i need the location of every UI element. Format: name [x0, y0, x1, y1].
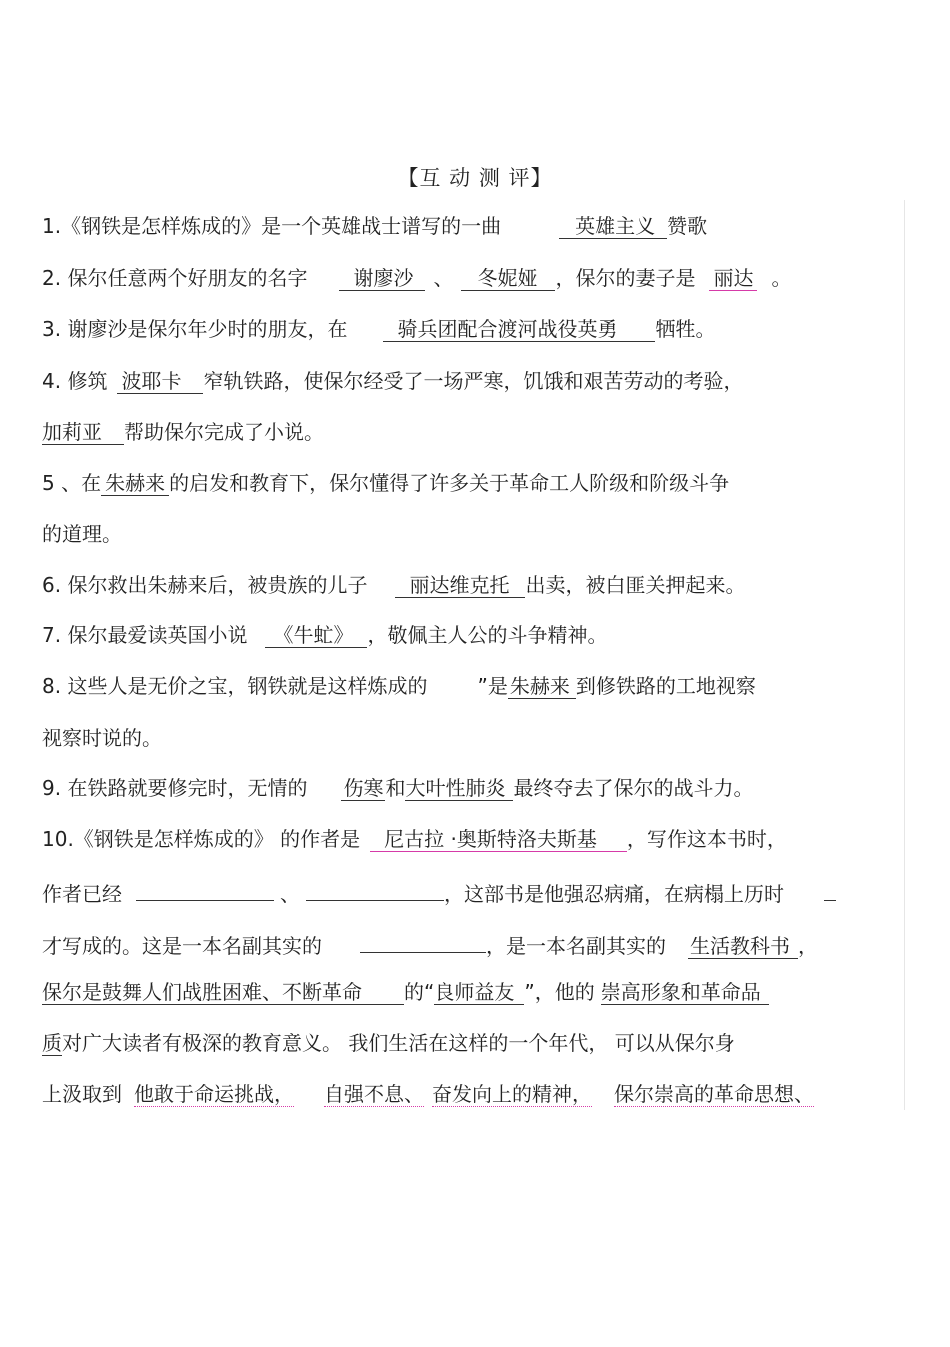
question-10: [42, 825, 787, 853]
q4-tail: 窄轨铁路，使保尔经受了一场严寒，饥饿和艰苦劳动的考验，: [203, 369, 744, 393]
question-3: [42, 315, 715, 343]
q8-quote: ”是: [477, 674, 508, 698]
q9-and: 和: [385, 776, 406, 800]
q8-answer: 朱赫来: [508, 674, 576, 699]
page-title: 【互 动 测 评】: [397, 166, 553, 190]
q5-text: 5 、在: [42, 471, 102, 495]
q10-tail: ，写作这本书时，: [626, 827, 787, 851]
question-10-line-5: [42, 1029, 735, 1057]
q10e-answer: 质: [42, 1031, 62, 1055]
q10c-mid: ，是一本名副其实的: [486, 934, 666, 958]
question-2: [42, 264, 791, 292]
q5-answer: 朱赫来: [101, 471, 169, 496]
q6-tail: 出卖，被白匪关押起来。: [525, 573, 746, 597]
question-5-cont: [42, 520, 122, 548]
q8b-text: 视察时说的。: [42, 726, 162, 750]
q6-answer: 丽达维克托: [395, 573, 525, 598]
question-1: [42, 212, 707, 240]
q7-text: 7. 保尔最爱读英国小说: [42, 623, 248, 647]
q10e-text: 对广大读者有极深的教育意义。 我们生活在这样的一个年代， 可以从保尔身: [62, 1031, 735, 1055]
q10d-answer-2: 良师益友: [434, 980, 524, 1005]
q10d-answer-1: 保尔是鼓舞人们战胜困难、不断革命: [42, 980, 404, 1005]
q1-text: 1.《钢铁是怎样炼成的》是一个英雄战士谱写的一曲: [42, 214, 502, 238]
q8-text: 8. 这些人是无价之宝，钢铁就是这样炼成的: [42, 674, 428, 698]
question-5: [42, 469, 729, 497]
q1-answer: 英雄主义: [559, 214, 667, 239]
q2-answer-2: 冬妮娅: [461, 266, 555, 291]
q4-answer: 波耶卡: [117, 369, 203, 394]
q10c-blank: [360, 928, 486, 953]
q9-answer-1: 伤寒: [343, 776, 384, 800]
question-8: [42, 672, 756, 700]
question-10-line-3: [42, 928, 818, 960]
q10b-tail: ，这部书是他强忍病痛，在病榻上历时: [444, 882, 784, 906]
question-4: [42, 367, 743, 395]
q6-text: 6. 保尔救出朱赫来后，被贵族的儿子: [42, 573, 368, 597]
q9-answer-2: 大叶性肺炎: [405, 776, 513, 801]
q2-answer-3: 丽达: [709, 266, 757, 291]
page-guide-line: [904, 200, 905, 1110]
q4b-tail: 帮助保尔完成了小说。: [124, 420, 324, 444]
q10f-answer-4: 保尔崇高的革命思想、: [614, 1082, 814, 1106]
q2-mid: ，保尔的妻子是: [555, 266, 696, 290]
q3-answer: 骑兵团配合渡河战役英勇: [383, 317, 655, 342]
q4-text: 4. 修筑: [42, 369, 108, 393]
q10d-answer-3: 崇高形象和革命品: [601, 980, 769, 1005]
q2-tail: 。: [771, 266, 792, 290]
q10f-text: 上汲取到: [42, 1082, 122, 1106]
q10c-tail: ，: [798, 934, 818, 958]
q10b-blank-3: [824, 876, 836, 901]
q2-sep: 、: [433, 266, 454, 290]
q10b-sep: 、: [280, 882, 300, 906]
question-8-cont: [42, 724, 162, 752]
q3-text: 3. 谢廖沙是保尔年少时的朋友，在: [42, 317, 348, 341]
q10b-blank-2: [306, 876, 444, 901]
q3-tail: 牺牲。: [655, 317, 716, 341]
q2-answer-1: 谢廖沙: [339, 266, 425, 291]
question-10-line-2: [42, 876, 836, 908]
q5-tail: 的启发和教育下，保尔懂得了许多关于革命工人阶级和阶级斗争: [169, 471, 730, 495]
q10f-answer-1: 他敢于命运挑战，: [134, 1082, 294, 1106]
q2-text: 2. 保尔任意两个好朋友的名字: [42, 266, 308, 290]
q10c-answer: 生活教科书: [688, 934, 798, 959]
q10f-answer-3: 奋发向上的精神，: [432, 1082, 592, 1106]
question-7: [42, 621, 607, 649]
q10d-mid-2: ”，他的: [524, 980, 595, 1004]
q10b-blank-1: [136, 876, 274, 901]
q9-text: 9. 在铁路就要修完时，无情的: [42, 776, 308, 800]
q10f-answer-2: 自强不息、: [324, 1082, 424, 1106]
q5b-text: 的道理。: [42, 522, 122, 546]
q10-text: 10.《钢铁是怎样炼成的》 的作者是: [42, 827, 361, 851]
q4b-answer: 加莉亚: [42, 420, 124, 445]
q1-tail: 赞歌: [667, 214, 708, 238]
q7-answer: 《牛虻》: [265, 623, 367, 648]
question-4-cont: [42, 418, 324, 446]
q9-tail: 最终夺去了保尔的战斗力。: [513, 776, 754, 800]
q7-tail: ，敬佩主人公的斗争精神。: [367, 623, 608, 647]
q10d-mid: 的“: [404, 980, 435, 1004]
q10-answer: 尼古拉 ·奥斯特洛夫斯基: [370, 827, 627, 852]
q10c-text: 才写成的。这是一本名副其实的: [42, 934, 322, 958]
question-9: [42, 774, 753, 802]
question-10-line-4: [42, 978, 769, 1006]
question-6: [42, 571, 745, 599]
question-10-line-6: [42, 1080, 814, 1108]
q8-tail: 到修铁路的工地视察: [575, 674, 756, 698]
q10b-text: 作者已经: [42, 882, 122, 906]
